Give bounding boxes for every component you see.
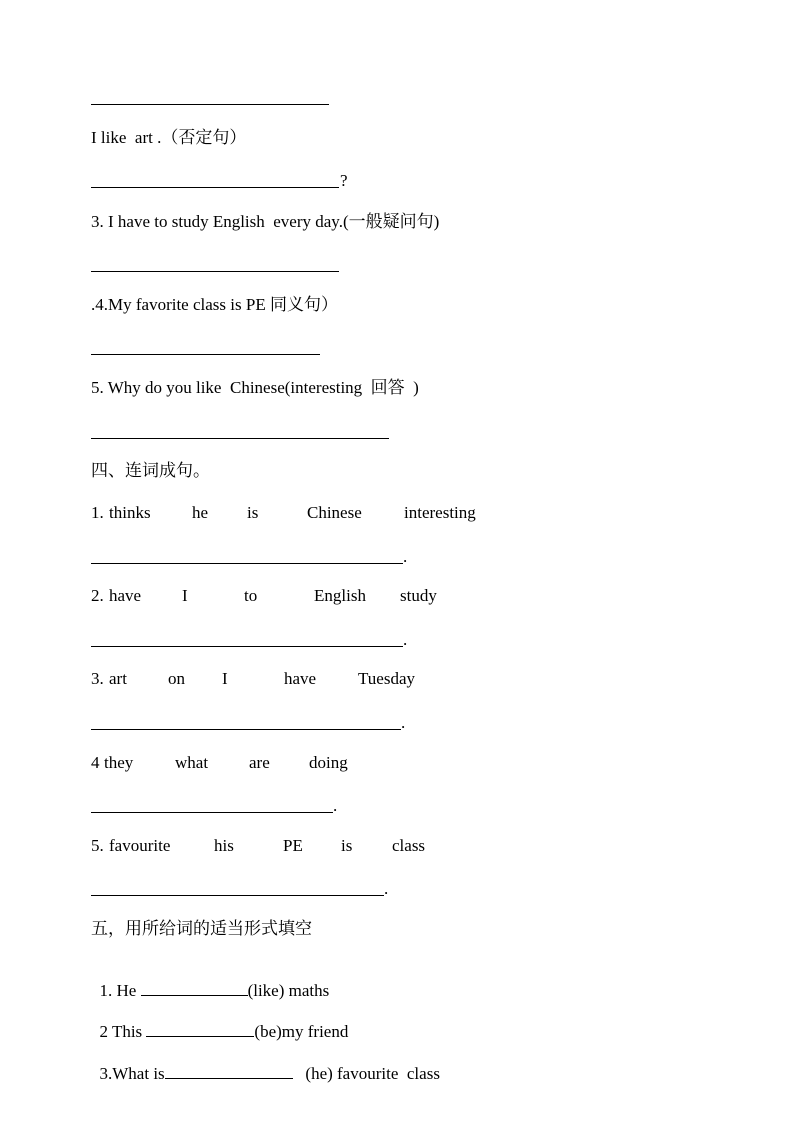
item-number: 5. [91,836,104,855]
answer-line-scramble-1[interactable] [91,563,403,564]
answer-line-top[interactable] [91,104,329,105]
word: are [249,753,270,772]
period: . [384,879,389,898]
fill-prefix: 1. He [99,981,141,1000]
word: favourite [109,836,171,855]
fill-prefix: 3.What is [99,1064,165,1083]
word: PE [283,836,303,855]
word: on [168,669,185,688]
answer-line-scramble-4[interactable] [91,812,333,813]
answer-line-5[interactable] [91,438,389,439]
answer-line-4[interactable] [91,354,320,355]
fill-suffix: (be)my friend [254,1022,349,1041]
word: what [175,753,209,772]
word: Tuesday [358,669,415,688]
item-number: 1. [91,503,104,522]
scramble-item-4 [91,753,511,773]
answer-line-scramble-2[interactable] [91,646,403,647]
answer-line-scramble-3[interactable] [91,729,401,730]
fill-suffix: (like) maths [247,981,330,1000]
item-number: 4 [91,753,100,772]
question-mark: ? [340,171,348,190]
period: . [403,547,408,566]
answer-line-negative[interactable] [91,187,339,188]
scramble-item-2 [91,586,511,606]
word: he [192,503,209,522]
fill-prefix: 2 This [99,1022,147,1041]
word: is [247,503,259,522]
answer-line-scramble-5[interactable] [91,895,384,896]
fill-blank-3[interactable] [165,1064,293,1079]
word: English [314,586,366,605]
period: . [403,630,408,649]
fill-item-1 [91,961,329,1001]
fill-blank-1[interactable] [141,981,248,996]
word: I [222,669,228,688]
scramble-item-5 [91,836,511,856]
word: Chinese [307,503,362,522]
word: art [109,669,127,688]
word: doing [309,753,348,772]
word: they [104,753,134,772]
period: . [401,713,406,732]
word: interesting [404,503,476,522]
question-negative: I like art .（否定句） [91,128,247,147]
word: is [341,836,353,855]
fill-suffix: (he) favourite class [292,1064,440,1083]
word: class [392,836,426,855]
fill-item-2 [91,1002,348,1042]
period: . [333,796,338,815]
word: his [214,836,234,855]
word: thinks [109,503,151,522]
question-4: .4.My favorite class is PE 同义句） [91,295,338,314]
scramble-item-1 [91,503,511,523]
section-5-heading: 五，用所给词的适当形式填空 [91,919,312,938]
answer-line-3[interactable] [91,271,339,272]
section-4-heading: 四、连词成句。 [91,461,210,480]
word: have [284,669,317,688]
word: study [400,586,437,605]
word: to [244,586,258,605]
fill-blank-2[interactable] [146,1022,254,1037]
item-number: 3. [91,669,104,688]
word: have [109,586,142,605]
question-3: 3. I have to study English every day.(一般疑问句) [91,212,440,231]
fill-item-3 [91,1044,440,1084]
word: I [182,586,188,605]
scramble-item-3 [91,669,511,689]
item-number: 2. [91,586,104,605]
question-5: 5. Why do you like Chinese(interesting 回答 ) [91,378,419,397]
